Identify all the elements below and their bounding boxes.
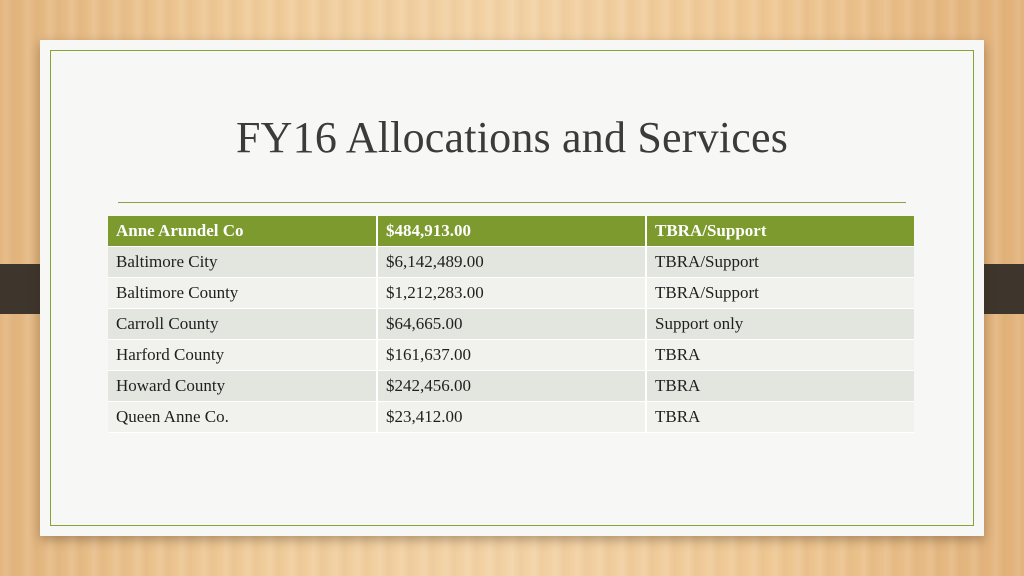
table-cell-county: Baltimore County	[108, 278, 377, 309]
table-cell-amount: $6,142,489.00	[377, 247, 646, 278]
table-cell-county: Anne Arundel Co	[108, 216, 377, 247]
table-cell-service: TBRA/Support	[646, 278, 914, 309]
table-cell-service: TBRA	[646, 402, 914, 433]
table-row	[108, 216, 914, 247]
table-row	[108, 247, 914, 278]
table-cell-amount: $242,456.00	[377, 371, 646, 402]
table-row	[108, 278, 914, 309]
table-cell-service: TBRA	[646, 340, 914, 371]
table-cell-amount: $23,412.00	[377, 402, 646, 433]
table-row	[108, 309, 914, 340]
table-cell-county: Harford County	[108, 340, 377, 371]
table-row	[108, 371, 914, 402]
slide-title: FY16 Allocations and Services	[235, 113, 789, 162]
title-divider	[118, 202, 906, 203]
table-row	[108, 340, 914, 371]
table-cell-service: TBRA/Support	[646, 216, 914, 247]
table-cell-service: Support only	[646, 309, 914, 340]
table-cell-amount: $484,913.00	[377, 216, 646, 247]
table-cell-amount: $1,212,283.00	[377, 278, 646, 309]
table-cell-county: Queen Anne Co.	[108, 402, 377, 433]
allocations-table	[108, 216, 914, 433]
table-cell-county: Howard County	[108, 371, 377, 402]
table-cell-county: Carroll County	[108, 309, 377, 340]
table-cell-amount: $161,637.00	[377, 340, 646, 371]
table-cell-amount: $64,665.00	[377, 309, 646, 340]
table-row	[108, 402, 914, 433]
slide-card	[40, 40, 984, 536]
table-cell-service: TBRA	[646, 371, 914, 402]
table-cell-service: TBRA/Support	[646, 247, 914, 278]
table-cell-county: Baltimore City	[108, 247, 377, 278]
